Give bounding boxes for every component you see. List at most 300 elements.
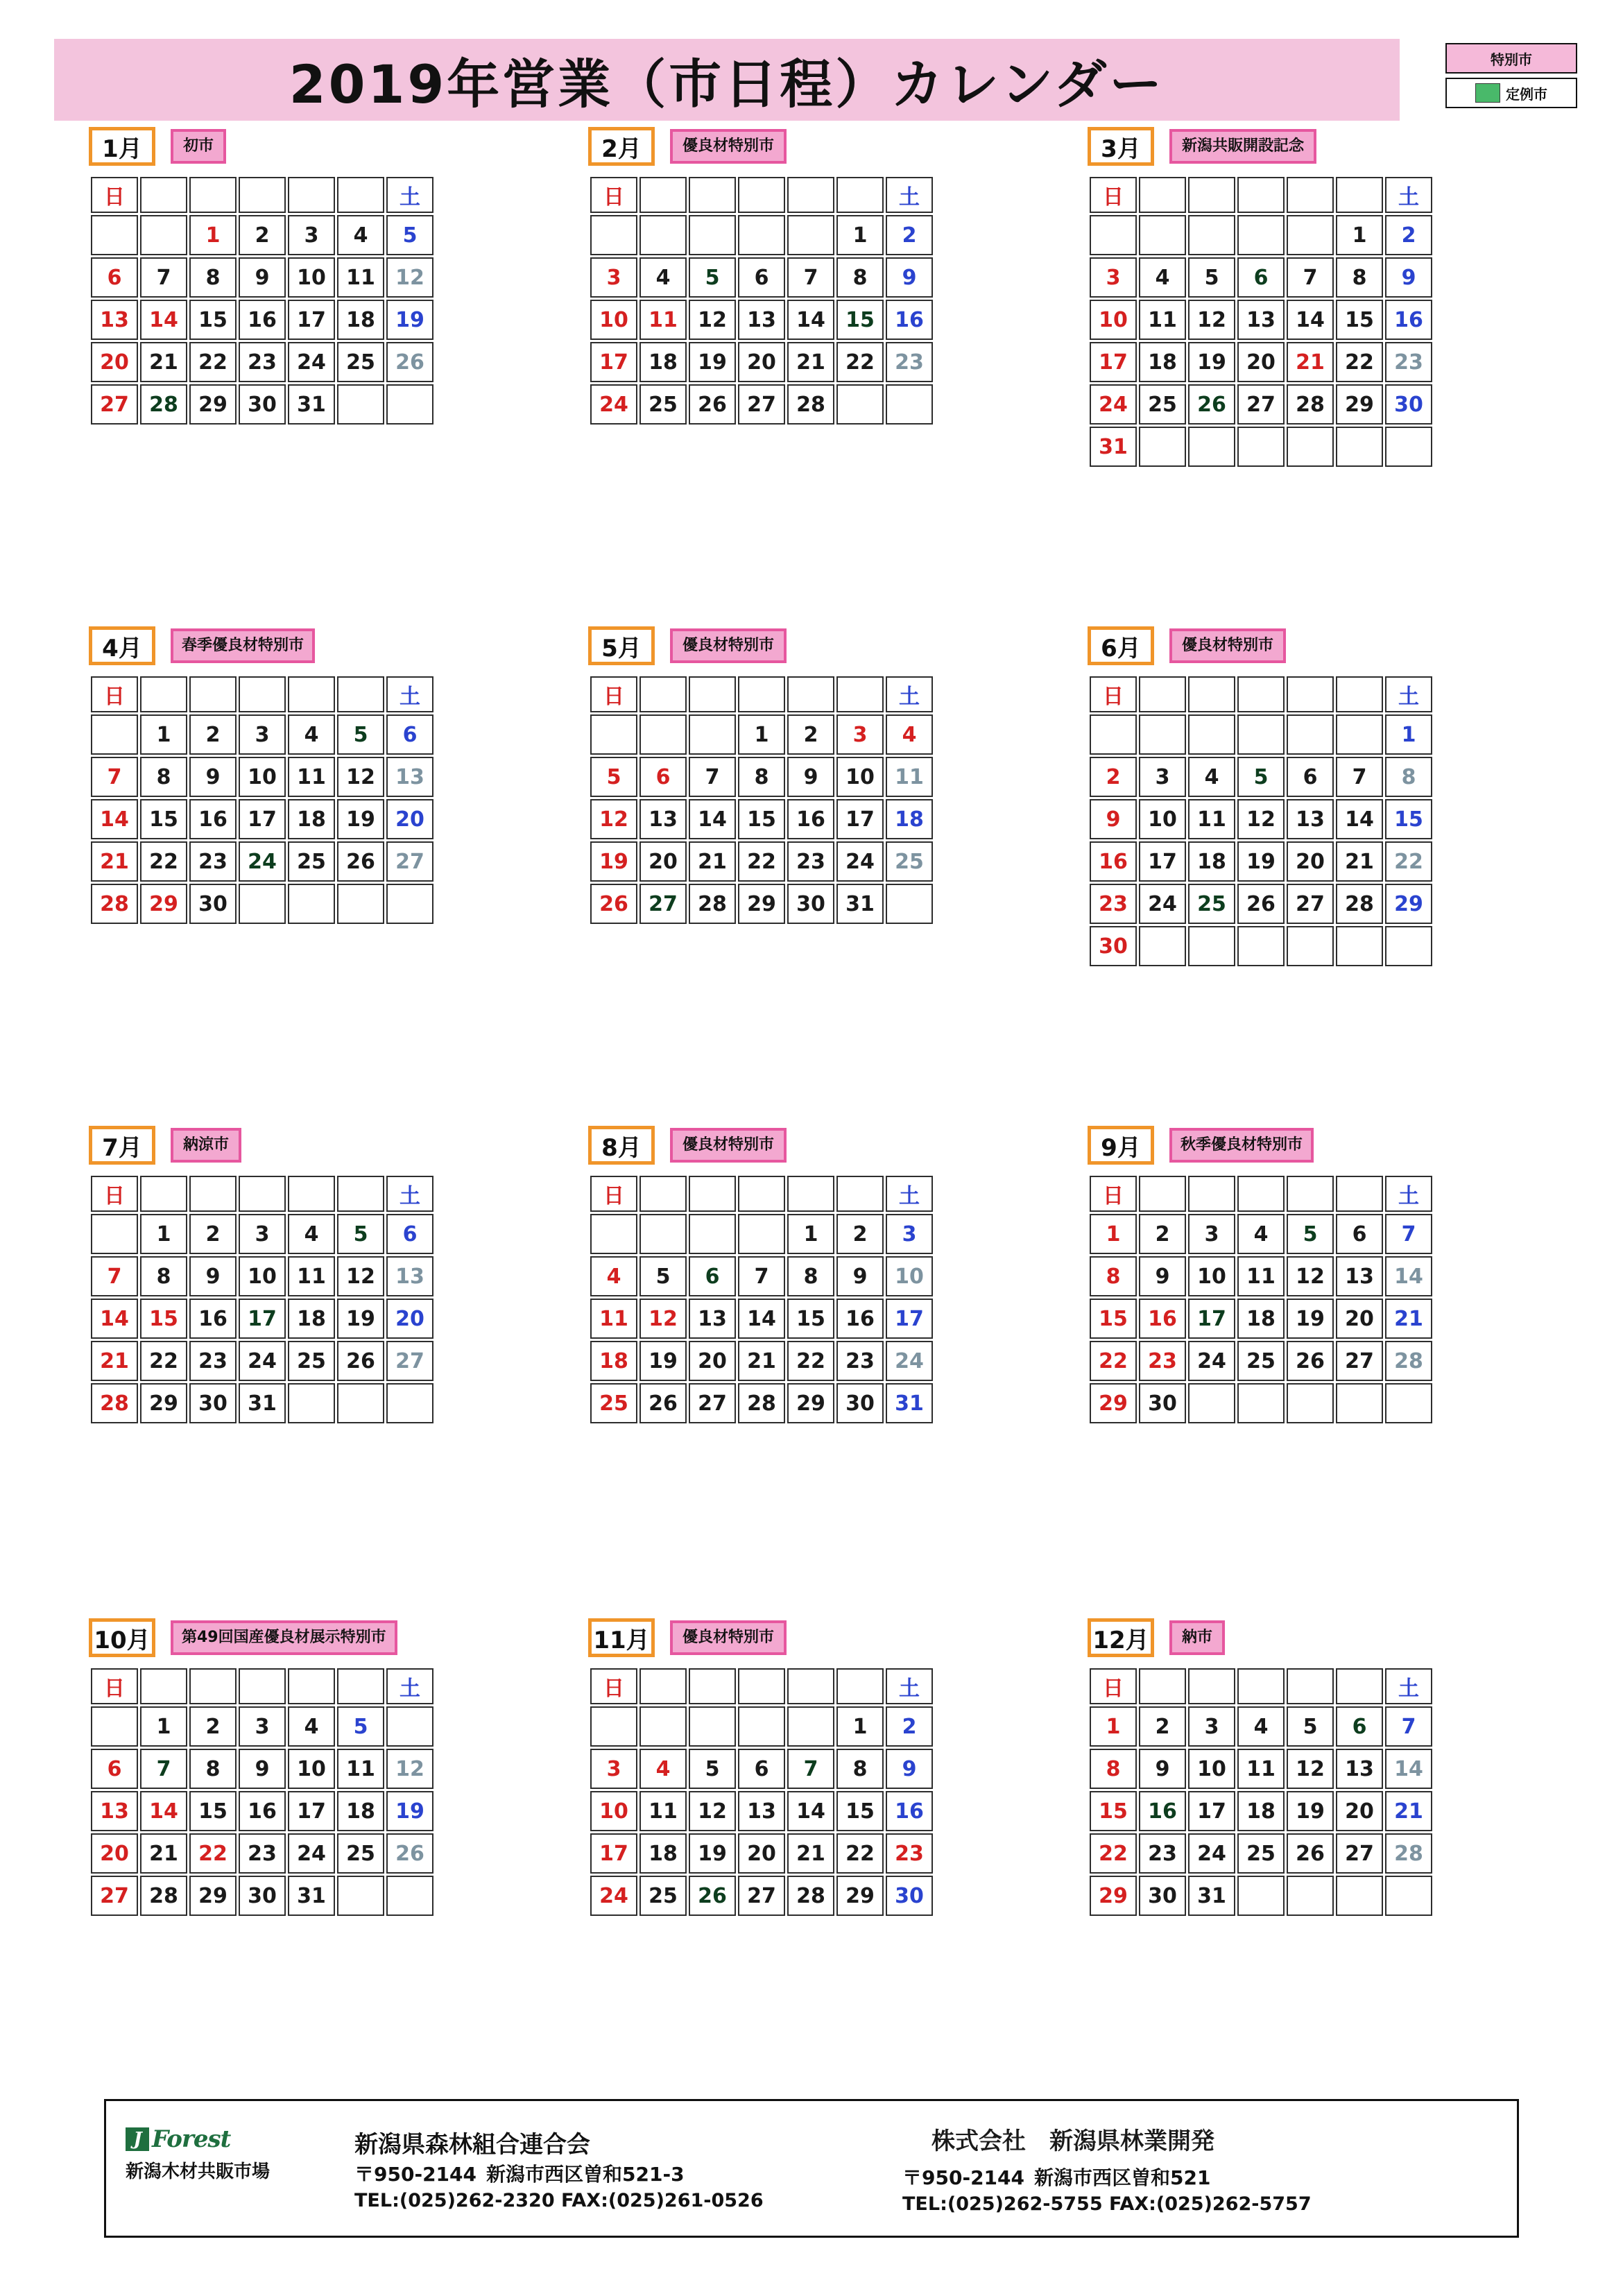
weekday-header-cell xyxy=(239,1668,286,1704)
month-badge: 10月 xyxy=(89,1618,155,1657)
day-cell: 30 xyxy=(189,884,237,924)
month-calendar-table xyxy=(89,1174,436,1425)
day-cell: 4 xyxy=(288,714,335,755)
day-cell: 31 xyxy=(288,1876,335,1916)
day-cell: 8 xyxy=(1090,1749,1137,1789)
week-row xyxy=(1090,714,1432,755)
weekday-header-cell xyxy=(738,676,785,712)
day-cell: 11 xyxy=(639,300,687,340)
week-row xyxy=(590,841,933,882)
month-header xyxy=(588,125,935,168)
day-cell: 4 xyxy=(337,215,384,255)
month-block xyxy=(89,1124,436,1425)
day-cell: 6 xyxy=(1287,757,1334,797)
empty-day-cell xyxy=(1287,427,1334,467)
day-cell: 15 xyxy=(836,300,884,340)
jforest-logo-icon: J Forest xyxy=(126,2125,230,2153)
day-cell: 24 xyxy=(1139,884,1186,924)
weekday-header-cell: 土 xyxy=(1385,1668,1432,1704)
day-cell: 21 xyxy=(91,1341,138,1381)
weekday-header-cell xyxy=(140,1668,187,1704)
day-cell: 21 xyxy=(787,1833,834,1874)
day-cell: 23 xyxy=(189,1341,237,1381)
day-cell: 8 xyxy=(1090,1256,1137,1296)
day-cell: 8 xyxy=(140,757,187,797)
week-row xyxy=(91,757,433,797)
day-cell: 16 xyxy=(239,1791,286,1831)
day-cell: 14 xyxy=(140,1791,187,1831)
week-row xyxy=(590,1749,933,1789)
day-cell: 17 xyxy=(1139,841,1186,882)
day-cell: 24 xyxy=(590,384,637,425)
day-cell: 24 xyxy=(239,1341,286,1381)
day-cell: 5 xyxy=(1287,1706,1334,1747)
day-cell: 30 xyxy=(1385,384,1432,425)
day-cell: 23 xyxy=(1385,342,1432,382)
weekday-header-cell: 土 xyxy=(386,1668,433,1704)
day-cell: 30 xyxy=(1090,926,1137,966)
weekday-header-cell: 土 xyxy=(886,676,933,712)
day-cell: 6 xyxy=(1237,257,1285,298)
day-cell: 1 xyxy=(140,1706,187,1747)
day-cell: 16 xyxy=(239,300,286,340)
month-header xyxy=(89,624,436,667)
empty-day-cell xyxy=(1188,714,1235,755)
week-row xyxy=(1090,1383,1432,1423)
day-cell: 4 xyxy=(639,1749,687,1789)
month-header xyxy=(1088,1616,1434,1659)
month-badge: 2月 xyxy=(588,127,655,166)
day-cell: 7 xyxy=(1385,1214,1432,1254)
day-cell: 15 xyxy=(189,300,237,340)
week-row xyxy=(590,1383,933,1423)
weekday-header-cell xyxy=(1287,1668,1334,1704)
day-cell: 1 xyxy=(140,714,187,755)
day-cell: 7 xyxy=(1336,757,1383,797)
day-cell: 20 xyxy=(738,1833,785,1874)
day-cell: 2 xyxy=(189,1214,237,1254)
day-cell: 13 xyxy=(738,300,785,340)
day-cell: 9 xyxy=(1090,799,1137,839)
day-cell: 17 xyxy=(590,342,637,382)
empty-day-cell xyxy=(1188,926,1235,966)
week-row xyxy=(1090,799,1432,839)
week-row xyxy=(91,1214,433,1254)
day-cell: 22 xyxy=(1385,841,1432,882)
day-cell: 12 xyxy=(386,257,433,298)
day-cell: 28 xyxy=(787,1876,834,1916)
day-cell: 13 xyxy=(1237,300,1285,340)
day-cell: 29 xyxy=(140,1383,187,1423)
day-cell: 18 xyxy=(886,799,933,839)
weekday-header-cell xyxy=(1188,1668,1235,1704)
weekday-header-cell xyxy=(140,177,187,213)
day-cell: 8 xyxy=(189,257,237,298)
month-block xyxy=(89,624,436,926)
month-block xyxy=(89,1616,436,1918)
week-row xyxy=(1090,884,1432,924)
day-cell: 26 xyxy=(689,384,736,425)
day-cell: 15 xyxy=(140,799,187,839)
day-cell: 2 xyxy=(886,215,933,255)
day-cell: 8 xyxy=(738,757,785,797)
day-cell: 21 xyxy=(787,342,834,382)
event-badge-line: 優良材特別市 xyxy=(682,1136,775,1154)
day-cell: 25 xyxy=(639,1876,687,1916)
day-cell: 13 xyxy=(386,1256,433,1296)
weekday-header-cell: 土 xyxy=(886,1176,933,1212)
month-calendar-table xyxy=(588,674,935,926)
day-cell: 31 xyxy=(1090,427,1137,467)
day-cell: 16 xyxy=(787,799,834,839)
day-cell: 25 xyxy=(1188,884,1235,924)
weekday-header-cell xyxy=(140,1176,187,1212)
day-cell: 24 xyxy=(590,1876,637,1916)
day-cell: 20 xyxy=(1237,342,1285,382)
week-row xyxy=(91,300,433,340)
day-cell: 12 xyxy=(337,1256,384,1296)
weekday-header-cell xyxy=(639,1176,687,1212)
week-row xyxy=(1090,300,1432,340)
day-cell: 28 xyxy=(1287,384,1334,425)
empty-day-cell xyxy=(386,1876,433,1916)
day-cell: 22 xyxy=(836,342,884,382)
weekday-header-cell xyxy=(689,177,736,213)
day-cell: 26 xyxy=(590,884,637,924)
day-cell: 19 xyxy=(386,300,433,340)
day-cell: 29 xyxy=(140,884,187,924)
day-cell: 7 xyxy=(738,1256,785,1296)
day-cell: 27 xyxy=(689,1383,736,1423)
day-cell: 29 xyxy=(1385,884,1432,924)
empty-day-cell xyxy=(689,1706,736,1747)
day-cell: 6 xyxy=(738,257,785,298)
day-cell: 2 xyxy=(189,714,237,755)
event-badge xyxy=(670,129,787,164)
weekday-header-cell xyxy=(738,1176,785,1212)
day-cell: 17 xyxy=(239,799,286,839)
week-row xyxy=(1090,1214,1432,1254)
day-cell: 2 xyxy=(239,215,286,255)
weekday-header-cell xyxy=(1139,676,1186,712)
empty-day-cell xyxy=(386,384,433,425)
footer-right xyxy=(862,2122,1517,2215)
day-cell: 19 xyxy=(1237,841,1285,882)
day-cell: 17 xyxy=(836,799,884,839)
month-header xyxy=(588,1616,935,1659)
day-cell: 11 xyxy=(288,757,335,797)
week-row xyxy=(590,1833,933,1874)
day-cell: 16 xyxy=(189,799,237,839)
month-header xyxy=(588,624,935,667)
day-cell: 19 xyxy=(386,1791,433,1831)
weekday-header-cell xyxy=(787,177,834,213)
empty-day-cell xyxy=(689,215,736,255)
day-cell: 23 xyxy=(886,1833,933,1874)
day-cell: 30 xyxy=(886,1876,933,1916)
month-badge: 7月 xyxy=(89,1126,155,1165)
day-cell: 27 xyxy=(386,1341,433,1381)
day-cell: 23 xyxy=(787,841,834,882)
day-cell: 2 xyxy=(1139,1214,1186,1254)
day-cell: 21 xyxy=(1287,342,1334,382)
empty-day-cell xyxy=(288,884,335,924)
day-cell: 20 xyxy=(1336,1299,1383,1339)
empty-day-cell xyxy=(1139,427,1186,467)
day-cell: 7 xyxy=(140,257,187,298)
weekday-header-cell xyxy=(738,1668,785,1704)
day-cell: 22 xyxy=(189,342,237,382)
week-row xyxy=(590,884,933,924)
event-badge-line: 優良材特別市 xyxy=(682,137,775,155)
event-badge xyxy=(670,1620,787,1655)
day-cell: 24 xyxy=(886,1341,933,1381)
day-cell: 14 xyxy=(1287,300,1334,340)
weekday-header-cell: 土 xyxy=(386,1176,433,1212)
day-cell: 13 xyxy=(1287,799,1334,839)
day-cell: 14 xyxy=(1385,1256,1432,1296)
day-cell: 28 xyxy=(738,1383,785,1423)
event-badge xyxy=(1169,1620,1225,1655)
day-cell: 27 xyxy=(1287,884,1334,924)
empty-day-cell xyxy=(1385,427,1432,467)
week-row xyxy=(1090,342,1432,382)
day-cell: 12 xyxy=(689,1791,736,1831)
day-cell: 17 xyxy=(1188,1299,1235,1339)
day-cell: 7 xyxy=(91,1256,138,1296)
day-cell: 31 xyxy=(836,884,884,924)
empty-day-cell xyxy=(738,215,785,255)
day-cell: 14 xyxy=(140,300,187,340)
day-cell: 10 xyxy=(590,1791,637,1831)
day-cell: 20 xyxy=(1287,841,1334,882)
day-cell: 18 xyxy=(1237,1791,1285,1831)
day-cell: 21 xyxy=(140,1833,187,1874)
day-cell: 25 xyxy=(288,1341,335,1381)
weekday-header-cell xyxy=(689,1176,736,1212)
empty-day-cell xyxy=(1385,1876,1432,1916)
day-cell: 3 xyxy=(836,714,884,755)
day-cell: 6 xyxy=(689,1256,736,1296)
week-row xyxy=(590,257,933,298)
day-cell: 22 xyxy=(836,1833,884,1874)
weekday-header-cell xyxy=(1336,676,1383,712)
day-cell: 17 xyxy=(239,1299,286,1339)
empty-day-cell xyxy=(590,714,637,755)
month-badge: 4月 xyxy=(89,626,155,665)
empty-day-cell xyxy=(886,884,933,924)
day-cell: 27 xyxy=(738,1876,785,1916)
empty-day-cell xyxy=(836,384,884,425)
day-cell: 15 xyxy=(189,1791,237,1831)
day-cell: 5 xyxy=(689,257,736,298)
event-badge-line: 優良材特別市 xyxy=(1182,637,1274,655)
week-row xyxy=(590,799,933,839)
weekday-header-cell: 日 xyxy=(1090,676,1137,712)
week-row xyxy=(91,1876,433,1916)
empty-day-cell xyxy=(738,1214,785,1254)
day-cell: 10 xyxy=(239,1256,286,1296)
day-cell: 25 xyxy=(1237,1833,1285,1874)
week-row xyxy=(590,215,933,255)
day-cell: 10 xyxy=(288,257,335,298)
day-cell: 30 xyxy=(1139,1383,1186,1423)
month-calendar-table xyxy=(588,175,935,427)
day-cell: 6 xyxy=(639,757,687,797)
day-cell: 7 xyxy=(787,257,834,298)
month-block xyxy=(588,624,935,926)
day-cell: 17 xyxy=(1090,342,1137,382)
weekday-header-cell xyxy=(689,676,736,712)
day-cell: 9 xyxy=(1139,1256,1186,1296)
day-cell: 12 xyxy=(1287,1256,1334,1296)
day-cell: 18 xyxy=(1237,1299,1285,1339)
day-cell: 27 xyxy=(1336,1341,1383,1381)
day-cell: 2 xyxy=(787,714,834,755)
day-cell: 3 xyxy=(239,1706,286,1747)
day-cell: 15 xyxy=(140,1299,187,1339)
day-cell: 14 xyxy=(787,300,834,340)
empty-day-cell xyxy=(91,1214,138,1254)
weekday-header-cell xyxy=(288,177,335,213)
day-cell: 18 xyxy=(639,342,687,382)
day-cell: 11 xyxy=(639,1791,687,1831)
day-cell: 23 xyxy=(239,342,286,382)
week-row xyxy=(590,1791,933,1831)
day-cell: 25 xyxy=(1139,384,1186,425)
day-cell: 29 xyxy=(836,1876,884,1916)
day-cell: 16 xyxy=(1139,1791,1186,1831)
day-cell: 20 xyxy=(386,799,433,839)
day-cell: 27 xyxy=(386,841,433,882)
day-cell: 19 xyxy=(689,1833,736,1874)
week-row xyxy=(1090,1341,1432,1381)
day-cell: 15 xyxy=(787,1299,834,1339)
day-cell: 25 xyxy=(886,841,933,882)
event-badge-line: 優良材特別市 xyxy=(682,1629,775,1647)
day-cell: 19 xyxy=(337,799,384,839)
event-badge xyxy=(670,1128,787,1163)
day-cell: 29 xyxy=(1090,1383,1137,1423)
day-cell: 12 xyxy=(689,300,736,340)
weekday-header-cell xyxy=(738,177,785,213)
month-block xyxy=(1088,1616,1434,1918)
weekday-header-cell xyxy=(288,1668,335,1704)
week-row xyxy=(91,215,433,255)
empty-day-cell xyxy=(590,215,637,255)
month-block xyxy=(1088,624,1434,968)
footer-right-address: 新潟市西区曽和521 xyxy=(1034,2166,1211,2189)
weekday-header-row xyxy=(91,1668,433,1704)
empty-day-cell xyxy=(337,1876,384,1916)
weekday-header-cell: 土 xyxy=(1385,1176,1432,1212)
empty-day-cell xyxy=(1287,714,1334,755)
weekday-header-row xyxy=(91,177,433,213)
legend-item-special xyxy=(1445,43,1577,74)
week-row xyxy=(1090,1706,1432,1747)
day-cell: 11 xyxy=(337,1749,384,1789)
month-header xyxy=(89,1124,436,1167)
day-cell: 28 xyxy=(91,884,138,924)
weekday-header-cell: 日 xyxy=(91,177,138,213)
day-cell: 19 xyxy=(1287,1299,1334,1339)
weekday-header-cell xyxy=(1336,1176,1383,1212)
day-cell: 8 xyxy=(836,257,884,298)
day-cell: 16 xyxy=(1139,1299,1186,1339)
day-cell: 13 xyxy=(1336,1749,1383,1789)
weekday-header-row xyxy=(590,177,933,213)
week-row xyxy=(590,757,933,797)
day-cell: 5 xyxy=(337,714,384,755)
week-row xyxy=(590,384,933,425)
day-cell: 7 xyxy=(140,1749,187,1789)
event-badge xyxy=(1169,1128,1314,1163)
day-cell: 21 xyxy=(1336,841,1383,882)
day-cell: 14 xyxy=(1385,1749,1432,1789)
empty-day-cell xyxy=(639,215,687,255)
day-cell: 9 xyxy=(1385,257,1432,298)
weekday-header-cell: 日 xyxy=(91,1668,138,1704)
day-cell: 26 xyxy=(1237,884,1285,924)
day-cell: 2 xyxy=(1090,757,1137,797)
day-cell: 18 xyxy=(288,799,335,839)
day-cell: 6 xyxy=(386,1214,433,1254)
empty-day-cell xyxy=(91,714,138,755)
weekday-header-cell xyxy=(787,1668,834,1704)
day-cell: 21 xyxy=(140,342,187,382)
day-cell: 2 xyxy=(1139,1706,1186,1747)
empty-day-cell xyxy=(337,384,384,425)
week-row xyxy=(91,1749,433,1789)
day-cell: 9 xyxy=(886,257,933,298)
day-cell: 1 xyxy=(189,215,237,255)
day-cell: 13 xyxy=(91,1791,138,1831)
day-cell: 17 xyxy=(590,1833,637,1874)
day-cell: 3 xyxy=(590,257,637,298)
month-header xyxy=(588,1124,935,1167)
day-cell: 26 xyxy=(639,1383,687,1423)
day-cell: 14 xyxy=(1336,799,1383,839)
day-cell: 10 xyxy=(836,757,884,797)
day-cell: 5 xyxy=(1237,757,1285,797)
day-cell: 27 xyxy=(639,884,687,924)
day-cell: 16 xyxy=(189,1299,237,1339)
day-cell: 26 xyxy=(1287,1341,1334,1381)
day-cell: 25 xyxy=(1237,1341,1285,1381)
weekday-header-cell: 日 xyxy=(590,1668,637,1704)
event-badge xyxy=(171,129,226,164)
day-cell: 30 xyxy=(239,384,286,425)
weekday-header-cell xyxy=(787,676,834,712)
page-title-bar xyxy=(54,39,1400,121)
day-cell: 4 xyxy=(1188,757,1235,797)
day-cell: 15 xyxy=(1385,799,1432,839)
event-badge-line: 春季優良材 xyxy=(182,637,259,655)
footer-right-org-name: 株式会社 新潟県林業開発 xyxy=(931,2127,1214,2155)
week-row xyxy=(1090,1749,1432,1789)
day-cell: 18 xyxy=(337,1791,384,1831)
weekday-header-cell xyxy=(288,676,335,712)
weekday-header-cell xyxy=(836,1668,884,1704)
weekday-header-cell xyxy=(189,1176,237,1212)
day-cell: 17 xyxy=(288,1791,335,1831)
day-cell: 20 xyxy=(91,342,138,382)
week-row xyxy=(590,342,933,382)
day-cell: 10 xyxy=(886,1256,933,1296)
month-block xyxy=(588,125,935,427)
empty-day-cell xyxy=(787,215,834,255)
weekday-header-row xyxy=(590,676,933,712)
